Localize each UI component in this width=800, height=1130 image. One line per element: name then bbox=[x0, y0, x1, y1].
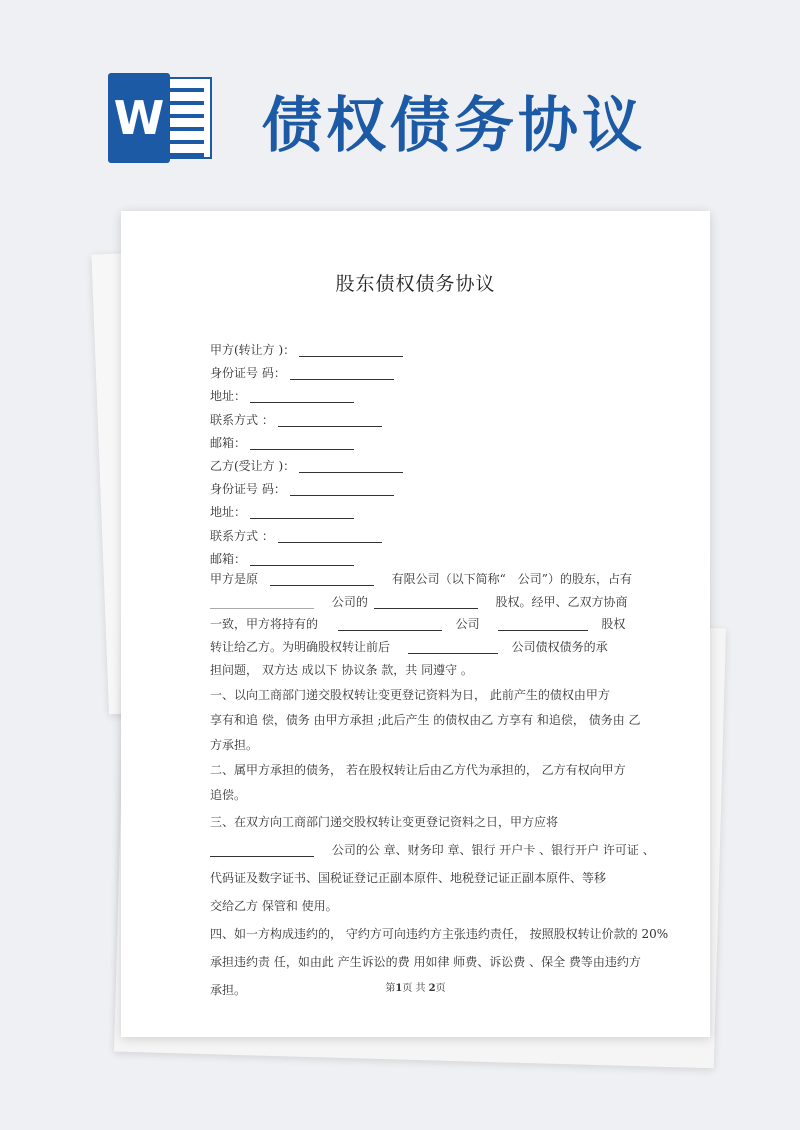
fill-blank[interactable] bbox=[250, 390, 354, 403]
page-footer bbox=[121, 979, 710, 994]
paragraph-line bbox=[210, 948, 641, 976]
footer-text: 页 bbox=[435, 983, 446, 994]
field-email-a bbox=[210, 432, 403, 455]
text-run: 承担违约责 任，如由此 产生诉讼的费 用如律 师费、诉讼费 、保全 费等由违约方 bbox=[210, 955, 641, 969]
text-run: 追偿。 bbox=[210, 788, 247, 802]
field-contact-b bbox=[210, 525, 403, 548]
field-id-b bbox=[210, 478, 403, 501]
paragraph-line bbox=[210, 658, 620, 683]
field-address-a bbox=[210, 385, 403, 408]
text-run: 交给乙方 保管和 使用。 bbox=[210, 899, 338, 913]
paragraph-line bbox=[210, 920, 669, 948]
paragraph-line bbox=[210, 613, 626, 636]
fill-blank[interactable] bbox=[210, 596, 314, 609]
text-run: 股权。经甲、乙双方协商 bbox=[495, 594, 628, 609]
field-label: 乙方(受让方 )： bbox=[210, 458, 296, 473]
field-contact-a bbox=[210, 409, 403, 432]
field-label: 地址： bbox=[210, 505, 247, 520]
fill-blank[interactable] bbox=[210, 844, 314, 857]
page-number: 1 bbox=[395, 983, 403, 994]
text-run: 方承担。 bbox=[210, 738, 259, 752]
field-label: 身份证号 码： bbox=[210, 366, 286, 381]
field-label: 邮箱： bbox=[210, 435, 247, 450]
text-run: 股权 bbox=[601, 617, 626, 631]
field-label: 身份证号 码： bbox=[210, 482, 286, 497]
text-run: 甲方是原 bbox=[210, 572, 259, 586]
paragraph-line bbox=[210, 808, 620, 836]
text-run: 一致，甲方将持有的 bbox=[210, 617, 319, 631]
field-label: 地址： bbox=[210, 389, 247, 404]
field-address-b bbox=[210, 501, 403, 524]
text-run: 一、以向工商部门递交股权转让变更登记资料为日， 此前产生的债权由甲方 bbox=[210, 688, 610, 702]
party-fields bbox=[210, 339, 403, 571]
fill-blank[interactable] bbox=[270, 573, 374, 586]
paragraph-line bbox=[210, 836, 655, 864]
field-label: 联系方式 ： bbox=[210, 528, 274, 543]
paragraph-line bbox=[210, 591, 628, 614]
fill-blank[interactable] bbox=[278, 414, 382, 427]
text-run: 代码证及数字证书、国税证登记正副本原件、地税登记证正副本原件、等移 bbox=[210, 871, 607, 885]
text-run: 公司的 bbox=[331, 594, 368, 609]
field-label: 甲方(转让方 )： bbox=[210, 343, 296, 357]
word-badge: W bbox=[108, 73, 170, 163]
fill-blank[interactable] bbox=[250, 437, 354, 450]
paragraph-line bbox=[210, 708, 641, 733]
paragraph-line bbox=[210, 568, 632, 591]
fill-blank[interactable] bbox=[290, 483, 394, 496]
text-run: 公司的公 章、财务印 章、银行 开户卡 、银行开户 许可证 、 bbox=[331, 843, 655, 857]
document-page bbox=[121, 211, 710, 1037]
fill-blank[interactable] bbox=[290, 367, 394, 380]
fill-blank[interactable] bbox=[299, 344, 403, 357]
fill-blank[interactable] bbox=[250, 553, 354, 566]
word-logo-icon bbox=[108, 73, 212, 163]
text-run: 公司债权债务的承 bbox=[511, 639, 608, 654]
paragraph-line bbox=[210, 758, 626, 783]
paragraph-line bbox=[210, 683, 620, 708]
fill-blank[interactable] bbox=[299, 460, 403, 473]
field-id-a bbox=[210, 362, 403, 385]
fill-blank[interactable] bbox=[408, 641, 498, 654]
banner-title: 债权债务协议 bbox=[262, 91, 646, 161]
total-pages: 2 bbox=[428, 983, 436, 994]
field-party-b bbox=[210, 455, 403, 478]
field-party-a bbox=[210, 339, 403, 362]
text-run: 公司 bbox=[455, 617, 480, 631]
paragraph-line bbox=[210, 864, 620, 892]
text-run: 担问题， 双方达 成以下 协议条 款，共 同遵守 。 bbox=[210, 663, 473, 677]
text-run: 二、属甲方承担的债务， 若在股权转让后由乙方代为承担的， 乙方有权向甲方 bbox=[210, 763, 626, 777]
text-run: 转让给乙方。为明确股权转让前后 bbox=[210, 639, 391, 654]
paragraph-line bbox=[210, 783, 620, 808]
field-label: 联系方式 ： bbox=[210, 412, 274, 427]
text-run: 有限公司（以下简称“ 公司”）的股东，占有 bbox=[391, 572, 632, 586]
fill-blank[interactable] bbox=[374, 596, 478, 609]
text-run: 享有和追 偿，债务 由甲方承担 ;此后产生 的债权由乙 方享有 和追偿， 债务由 乙 bbox=[210, 713, 641, 727]
paragraph-line bbox=[210, 733, 620, 758]
fill-blank[interactable] bbox=[278, 530, 382, 543]
document-title: 股东债权债务协议 bbox=[335, 273, 496, 295]
fill-blank[interactable] bbox=[498, 618, 588, 631]
paragraph-line bbox=[210, 636, 620, 659]
paragraph-line bbox=[210, 892, 620, 920]
field-label: 邮箱： bbox=[210, 551, 247, 566]
fill-blank[interactable] bbox=[338, 618, 442, 631]
text-run: 三、在双方向工商部门递交股权转让变更登记资料之日，甲方应将 bbox=[210, 815, 559, 829]
text-run: 承担。 bbox=[210, 983, 247, 997]
agreement-body bbox=[210, 568, 669, 1004]
footer-text: 页 共 bbox=[402, 983, 429, 994]
footer-text: 第 bbox=[385, 983, 396, 994]
text-run: 四、如一方构成违约的， 守约方可向违约方主张违约责任， 按照股权转让价款的 20% bbox=[210, 927, 669, 941]
fill-blank[interactable] bbox=[250, 506, 354, 519]
